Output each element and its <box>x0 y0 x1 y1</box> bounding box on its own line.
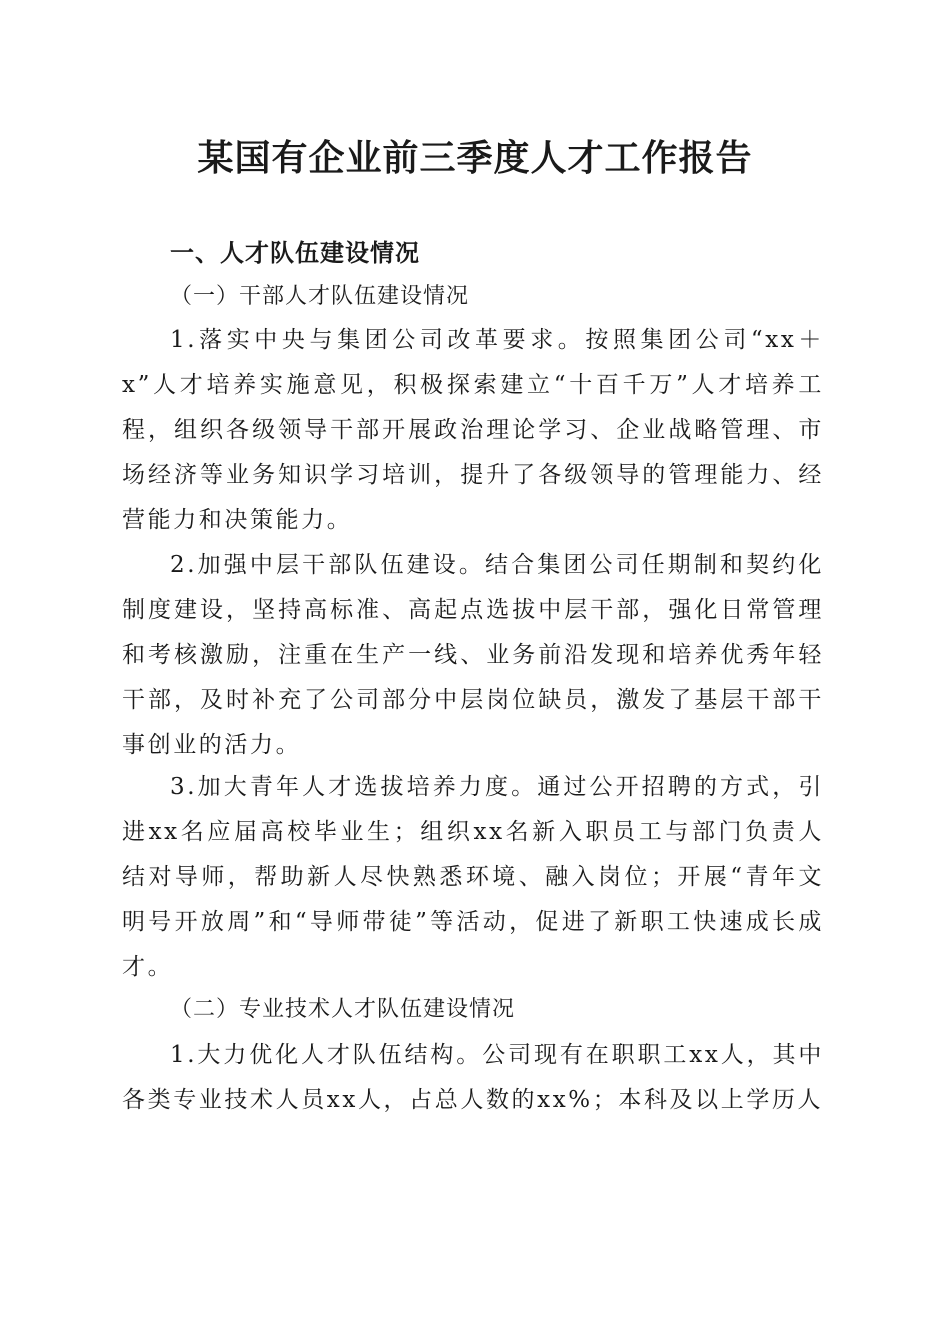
subsection-heading-1: （一）干部人才队伍建设情况 <box>170 284 470 309</box>
paragraph-3: 3.加大青年人才选拔培养力度。通过公开招聘的方式，引进xx名应届高校毕业生；组织xx名新入职员工与部门负责人结对导师，帮助新人尽快熟悉环境、融入岗位；开展“青年文明号开放周”和“导师带徒”等活动，促进了新职工快速成长成才。 <box>122 774 824 980</box>
document-title: 某国有企业前三季度人才工作报告 <box>197 137 753 179</box>
paragraph-2: 2.加强中层干部队伍建设。结合集团公司任期制和契约化制度建设，坚持高标准、高起点选拔中层干部，强化日常管理和考核激励，注重在生产一线、业务前沿发现和培养优秀年轻干部，及时补充了公司部分中层岗位缺员，激发了基层干部干事创业的活力。 <box>122 552 824 758</box>
paragraph-4: 1.大力优化人才队伍结构。公司现有在职职工xx人，其中各类专业技术人员xx人，占总人数的xx%；本科及以上学历人 <box>122 1042 824 1113</box>
paragraph-1: 1.落实中央与集团公司改革要求。按照集团公司“xx＋x”人才培养实施意见，积极探索建立“十百千万”人才培养工程，组织各级领导干部开展政治理论学习、企业战略管理、市场经济等业务知识学习培训，提升了各级领导的管理能力、经营能力和决策能力。 <box>122 327 824 533</box>
section-heading-1: 一、人才队伍建设情况 <box>170 239 420 267</box>
subsection-heading-2: （二）专业技术人才队伍建设情况 <box>170 997 516 1022</box>
